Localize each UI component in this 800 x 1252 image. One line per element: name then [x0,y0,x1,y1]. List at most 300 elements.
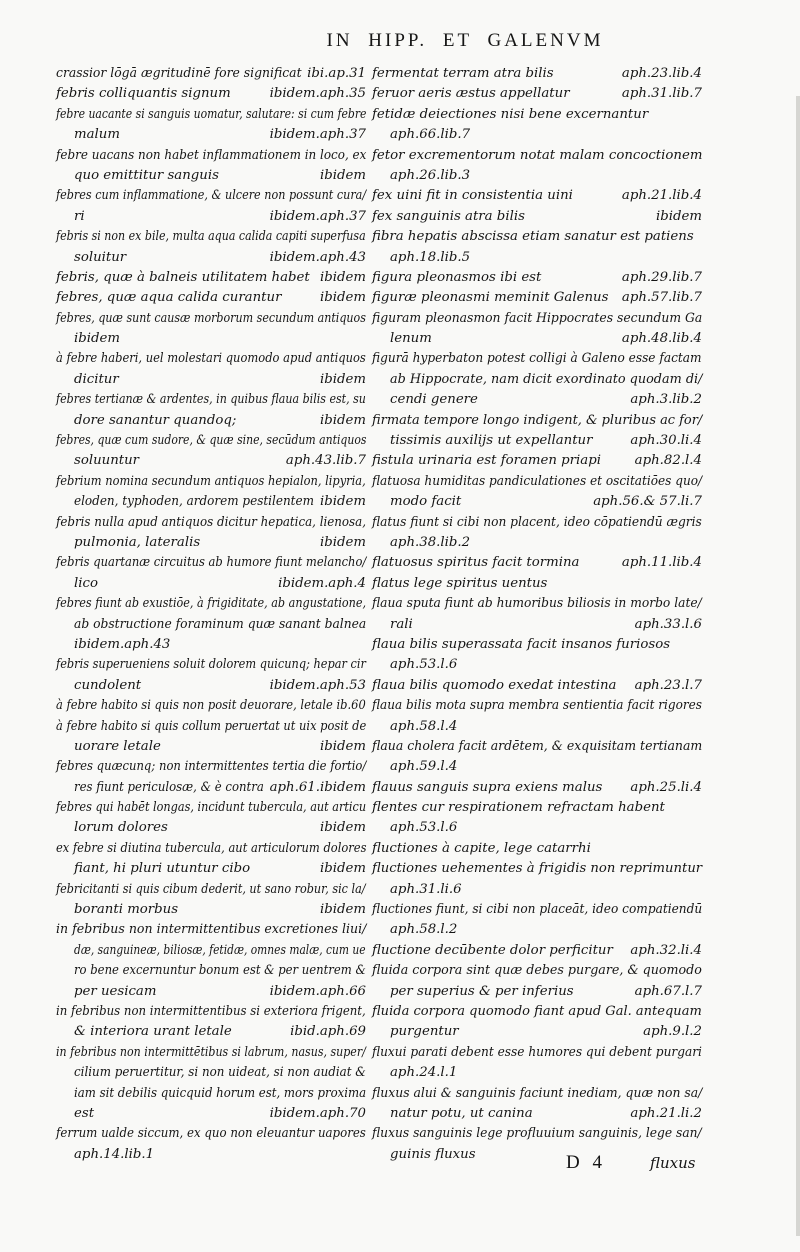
entry-line [56,390,366,410]
index-entry [56,757,366,798]
entry-text: fibra hepatis abscissa etiam sanatur est patiens [372,229,694,245]
entry-reference: ibidem [319,902,366,918]
index-entry [56,105,366,146]
entry-text: pulmonia, lateralis [74,534,201,550]
entry-line [372,839,702,859]
index-entry [372,778,702,798]
entry-text: aph.26.lib.3 [390,167,471,183]
entry-text: malum [74,127,120,143]
entry-text: fluxus sanguinis lege profluuium sanguinis, lege san/ [372,1126,702,1142]
entry-text: febrium nomina secundum antiquos hepialon, lipyria, [56,473,366,489]
entry-line [372,166,702,186]
entry-text: fex uini fit in consistentia uini [372,188,573,204]
entry-line [56,778,366,798]
entry-line [372,859,702,879]
entry-line [372,1022,702,1042]
entry-text: aph.38.lib.2 [390,534,471,550]
entry-line [372,778,702,798]
entry-reference: aph.56.& 57.li.7 [593,494,702,510]
entry-line [56,676,366,696]
entry-line [372,186,702,206]
entry-line [372,655,702,675]
index-entry [56,472,366,513]
index-entry [372,1084,702,1125]
index-entry [56,1043,366,1125]
entry-text: cundolent [74,677,142,693]
entry-text: aph.58.l.2 [390,922,458,938]
entry-line [56,268,366,288]
entry-line [56,737,366,757]
entry-text: guinis fluxus [390,1146,476,1162]
entry-text: aph.58.l.4 [390,718,458,734]
entry-text: fluctione decūbente dolor perficitur [372,942,613,958]
entry-text: tissimis auxilijs ut expellantur [390,433,593,449]
entry-reference: aph.25.li.4 [630,779,702,795]
index-entry [372,676,702,696]
entry-line [372,676,702,696]
entry-text: uorare letale [74,738,161,754]
entry-text: flaua bilis mota supra membra sentientia facit rigores [372,698,702,714]
index-entry [56,186,366,227]
index-entry [372,900,702,941]
index-entry [56,1124,366,1165]
entry-text: cendi genere [390,392,478,408]
index-entry [56,717,366,758]
entry-text: aph.24.l.1 [390,1065,458,1081]
catchword: fluxus [650,1154,696,1172]
entry-text: flatuosus spiritus facit tormina [372,555,580,571]
entry-text: febris nulla apud antiquos dicitur hepatica, lienosa, [56,514,366,530]
entry-text: à febre haberi, uel molestari quomodo apud antiquos [56,351,366,367]
entry-text: fiant, hi pluri utuntur cibo [74,861,251,877]
entry-line [372,248,702,268]
entry-text: natur potu, ut canina [390,1105,533,1121]
index-entry [372,859,702,900]
index-column-left [56,64,366,1165]
entry-text: febris colliquantis signum [56,86,231,102]
entry-line [56,961,366,981]
entry-text: dicitur [74,371,119,387]
index-entry [372,349,702,410]
entry-text: fistula urinaria est foramen priapi [372,453,601,469]
entry-text: aph.59.l.4 [390,759,458,775]
entry-line [56,553,366,573]
entry-line [56,859,366,879]
entry-line [372,309,702,329]
entry-line [372,268,702,288]
entry-text: febris quartanæ circuitus ab humore fiunt melancho/ [56,555,367,571]
index-entry [372,513,702,554]
running-head: IN HIPP. ET GALENVM [326,30,604,51]
entry-line [56,1022,366,1042]
entry-line [56,757,366,777]
entry-line [56,125,366,145]
entry-reference: ibidem.aph.53 [269,677,366,693]
entry-text: figurā hyperbaton potest colligi à Galeno esse factam [372,351,702,367]
entry-line [372,349,702,369]
entry-line [56,655,366,675]
entry-text: in febribus non intermittentibus si exteriora frigent, [56,1003,366,1019]
entry-text: flatuosa humiditas pandiculationes et oscitatiōes quo/ [372,473,703,489]
entry-line [56,1063,366,1083]
entry-line [56,880,366,900]
entry-text: crassior lōgā ægritudinē fore significat [56,66,302,81]
entry-line [372,84,702,104]
entry-reference: aph.23.lib.4 [621,66,702,81]
entry-line [372,737,702,757]
entry-text: febres cum inflammatione, & ulcere non possunt cura/ [56,188,367,204]
entry-line [56,1124,366,1144]
entry-line [372,329,702,349]
entry-line [56,492,366,512]
entry-reference: ibidem.aph.35 [269,86,366,102]
entry-line [56,411,366,431]
entry-line [372,1002,702,1022]
entry-text: flaua bilis superassata facit insanos furiosos [372,636,671,652]
index-entry [56,84,366,104]
entry-line [56,574,366,594]
entry-text: lorum dolores [74,820,168,836]
entry-text: fermentat terram atra bilis [372,66,554,81]
index-entry [372,635,702,676]
entry-line [56,941,366,961]
entry-text: in febribus non intermittentibus excretiones liui/ [56,922,367,938]
index-entry [372,207,702,227]
entry-reference: ibidem [319,494,366,510]
entry-line [56,818,366,838]
index-entry [372,1002,702,1043]
entry-text: febris superueniens soluit dolorem quicunq; hepar cir [56,657,366,673]
entry-text: aph.18.lib.5 [390,249,471,265]
entry-text: febres, quæ cum sudore, & quæ sine, secūdum antiquos [56,433,367,449]
entry-reference: ibidem [655,208,702,224]
entry-text: figura pleonasmos ibi est [372,269,542,285]
entry-reference: aph.21.lib.4 [621,188,702,204]
entry-text: & interiora urant letale [74,1024,232,1040]
entry-text: febricitanti si quis cibum dederit, ut sano robur, sic la/ [56,881,366,897]
entry-reference: ibidem.aph.37 [269,127,366,143]
entry-reference: aph.67.l.7 [634,983,702,999]
entry-text: fluxui parati debent esse humores qui debent purgari [372,1044,702,1060]
entry-line [372,492,702,512]
index-entry [56,288,366,308]
entry-line [56,349,366,369]
entry-text: fluxus alui & sanguinis faciunt inediam, quæ non sa/ [372,1085,703,1101]
index-entry [56,309,366,350]
entry-line [372,370,702,390]
entry-line [372,105,702,125]
entry-line [56,146,366,166]
index-entry [372,1043,702,1084]
entry-line [372,717,702,737]
entry-reference: ibid.aph.69 [290,1024,366,1040]
entry-text: soluitur [74,249,127,265]
index-entry [372,146,702,187]
index-entry [56,920,366,1002]
entry-reference: aph.21.li.2 [630,1105,702,1121]
entry-line [56,635,366,655]
entry-reference: ibidem [319,290,366,306]
index-entry [56,146,366,187]
entry-text: aph.31.li.6 [390,881,462,897]
entry-text: soluuntur [74,453,140,469]
entry-line [56,1145,366,1165]
entry-reference: aph.9.l.2 [643,1024,702,1040]
entry-reference: aph.57.lib.7 [621,290,702,306]
entry-line [372,227,702,247]
index-entry [372,941,702,961]
entry-text: febres fiunt ab exustiōe, à frigiditate, ab angustatione, [56,596,367,612]
index-entry [56,696,366,716]
index-entry [56,64,366,84]
entry-text: purgentur [390,1024,459,1040]
entry-reference: ibidem.aph.4 [278,575,366,591]
entry-line [372,920,702,940]
entry-reference: ibidem [319,820,366,836]
entry-text: flauus sanguis supra exiens malus [372,779,603,795]
entry-line [372,757,702,777]
entry-line [372,880,702,900]
entry-reference: ibidem [319,534,366,550]
index-column-right [372,64,702,1165]
index-entry [372,798,702,839]
index-entry [372,309,702,350]
entry-line [56,798,366,818]
entry-line [372,451,702,471]
entry-line [372,431,702,451]
entry-reference: ibi.ap.31 [307,66,366,81]
index-entry [372,451,702,471]
entry-line [56,64,366,84]
entry-text: flaua sputa fiunt ab humoribus biliosis in morbo late/ [372,596,702,612]
entry-text: ibidem.aph.43 [74,636,171,652]
index-entry [372,84,702,104]
entry-text: ibidem [74,331,121,347]
entry-line [372,288,702,308]
entry-line [372,798,702,818]
entry-reference: aph.30.li.4 [630,433,702,449]
entry-line [56,717,366,737]
entry-text: flaua bilis quomodo exedat intestina [372,677,617,693]
entry-line [56,248,366,268]
entry-line [56,533,366,553]
entry-reference: ibidem.aph.70 [269,1105,366,1121]
entry-text: feruor aeris æstus appellatur [372,86,570,102]
index-entry [56,798,366,839]
entry-text: flaua cholera facit ardētem, & exquisitam tertianam [372,738,703,754]
entry-text: flatus lege spiritus uentus [372,575,548,591]
index-entry [56,513,366,554]
entry-line [56,329,366,349]
entry-line [372,533,702,553]
entry-text: fetidæ deiectiones nisi bene excernantur [372,106,649,122]
entry-line [372,64,702,84]
entry-text: iam sit debilis quicquid horum est, mors proxima [74,1085,367,1101]
index-entry [56,553,366,594]
entry-text: dæ, sanguineæ, biliosæ, fetidæ, omnes malæ, cum ue [74,942,366,958]
entry-line [56,1002,366,1022]
index-entry [372,553,702,573]
entry-reference: aph.29.lib.7 [621,269,702,285]
entry-line [56,615,366,635]
entry-text: fluida corpora quomodo fiant apud Gal. antequam [372,1003,702,1019]
signature-mark: D 4 [566,1152,606,1173]
index-entry [372,839,702,859]
entry-line [56,431,366,451]
entry-text: fluctiones uehementes à frigidis non reprimuntur [372,861,703,877]
entry-text: est [74,1105,95,1121]
entry-text: eloden, typhoden, ardorem pestilentem [74,494,314,510]
index-entry [372,268,702,288]
entry-text: fluctiones à capite, lege catarrhi [372,840,591,856]
index-entry [372,961,702,1002]
index-entry [372,288,702,308]
entry-line [372,900,702,920]
entry-text: res fiunt periculosæ, & è contra [74,779,264,795]
entry-reference: ibidem [319,371,366,387]
entry-line [372,1104,702,1124]
index-entry [372,64,702,84]
entry-text: aph.53.l.6 [390,820,458,836]
entry-text: fex sanguinis atra bilis [372,208,525,224]
entry-reference: aph.61.ibidem [269,779,366,795]
entry-text: aph.14.lib.1 [74,1146,155,1162]
entry-line [372,1063,702,1083]
entry-reference: ibidem [319,412,366,428]
entry-line [372,411,702,431]
entry-line [372,1043,702,1063]
index-entry [56,880,366,921]
entry-text: firmata tempore longo indigent, & pluribus ac for/ [372,412,703,428]
entry-line [56,451,366,471]
index-entry [372,574,702,594]
entry-reference: aph.43.lib.7 [285,453,366,469]
entry-text: febres qui habēt longas, incidunt tubercula, aut articu [56,800,367,816]
entry-text: fluctiones fiunt, si cibi non placeāt, ideo compatiendū [372,902,703,918]
entry-reference: aph.31.lib.7 [621,86,702,102]
index-entry [372,227,702,268]
entry-line [56,594,366,614]
entry-text: ab Hippocrate, nam dicit exordinato quodam di/ [390,371,703,387]
entry-text: febres quæcunq; non intermittentes tertia die fortio/ [56,759,367,775]
entry-text: boranti morbus [74,902,179,918]
entry-reference: ibidem [319,167,366,183]
entry-text: febre uacans non habet inflammationem in loco, ex [56,147,367,163]
entry-line [372,553,702,573]
entry-text: ro bene excernuntur bonum est & per uentrem & [74,963,366,979]
entry-line [56,1043,366,1063]
entry-line [372,146,702,166]
entry-line [56,105,366,125]
entry-reference: aph.32.li.4 [630,942,702,958]
entry-line [56,1104,366,1124]
index-entry [372,594,702,635]
entry-text: per superius & per inferius [390,983,574,999]
entry-line [372,207,702,227]
entry-reference: ibidem [319,861,366,877]
entry-text: fluida corpora sint quæ debes purgare, & quomodo [372,963,702,979]
entry-text: quo emittitur sanguis [74,167,219,183]
index-entry [56,839,366,880]
entry-line [372,615,702,635]
entry-line [56,186,366,206]
entry-text: rali [390,616,413,632]
entry-line [56,370,366,390]
index-entry [56,1002,366,1043]
entry-text: figuram pleonasmon facit Hippocrates secundum Ga [372,310,703,326]
index-entry [56,594,366,655]
index-entry [372,411,702,452]
entry-text: à febre habito si quis non posit deuorare, letale ib.60 [56,698,366,714]
entry-text: flatus fiunt si cibi non placent, ideo cōpatiendū ægris [372,514,702,530]
entry-line [372,818,702,838]
entry-line [56,1084,366,1104]
entry-text: cilium peruertitur, si non uideat, si non audiat & [74,1065,366,1081]
entry-reference: aph.33.l.6 [634,616,702,632]
entry-text: lenum [390,331,432,347]
entry-text: à febre habito si quis collum peruertat ut uix posit de [56,718,367,734]
entry-reference: aph.48.lib.4 [621,331,702,347]
entry-text: febres tertianæ & ardentes, in quibus flaua bilis est, su [56,392,366,408]
entry-text: febris, quæ à balneis utilitatem habet [56,269,310,285]
index-entry [56,349,366,390]
entry-text: fetor excrementorum notat malam concoctionem [372,147,703,163]
entry-line [56,513,366,533]
entry-text: flentes cur respirationem refractam habent [372,800,665,816]
entry-line [372,513,702,533]
entry-line [56,84,366,104]
entry-line [56,472,366,492]
index-entry [56,390,366,431]
entry-text: ab obstructione foraminum quæ sanant balnea [74,616,367,632]
entry-text: ri [74,208,85,224]
entry-line [56,920,366,940]
entry-text: lico [74,575,98,591]
entry-line [56,166,366,186]
entry-text: febris si non ex bile, multa aqua calida capiti superfusa [56,229,366,245]
entry-line [372,472,702,492]
entry-line [372,941,702,961]
entry-line [372,390,702,410]
entry-line [372,696,702,716]
entry-text: febres, quæ sunt causæ morborum secundum antiquos [56,310,366,326]
entry-line [56,696,366,716]
entry-line [372,1084,702,1104]
entry-text: dore sanantur quandoq; [74,412,237,428]
entry-text: febre uacante si sanguis uomatur, salutare: si cum febre [56,106,367,122]
index-entry [372,105,702,146]
index-entry [372,186,702,206]
index-entry [372,472,702,513]
entry-reference: ibidem.aph.66 [269,983,366,999]
entry-line [56,207,366,227]
index-entry [56,268,366,288]
entry-line [56,839,366,859]
entry-reference: ibidem [319,269,366,285]
entry-line [372,574,702,594]
entry-line [372,635,702,655]
entry-line [372,594,702,614]
entry-reference: aph.3.lib.2 [630,392,702,408]
entry-text: per uesicam [74,983,157,999]
entry-line [56,982,366,1002]
entry-text: modo facit [390,494,462,510]
entry-line [372,125,702,145]
index-entry [372,737,702,778]
entry-text: febres, quæ aqua calida curantur [56,290,282,306]
entry-line [56,227,366,247]
entry-text: aph.53.l.6 [390,657,458,673]
